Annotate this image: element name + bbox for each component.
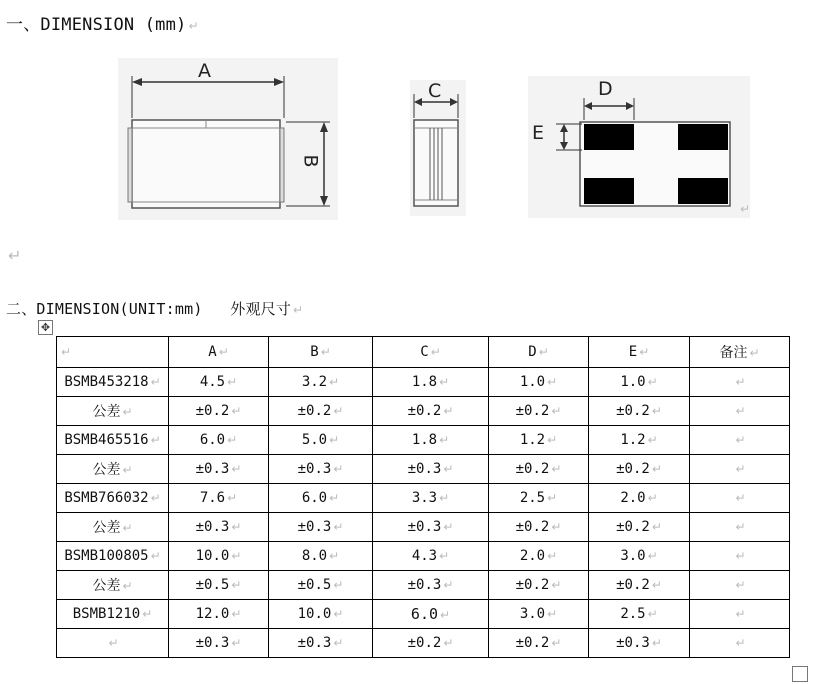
tolerance-label-cell[interactable]: ↵ <box>57 629 169 658</box>
header-cell[interactable]: 备注 ↵ <box>690 337 790 368</box>
table-row <box>57 629 790 658</box>
tolerance-cell[interactable]: ±0.3 ↵ <box>269 513 373 542</box>
header-cell[interactable]: B ↵ <box>269 337 373 368</box>
header-cell[interactable]: ↵ <box>57 337 169 368</box>
table-row <box>57 426 790 455</box>
value-cell[interactable]: 3.0 ↵ <box>489 600 589 629</box>
side-view-diagram <box>410 80 466 216</box>
tolerance-cell[interactable]: ±0.2 ↵ <box>589 571 690 600</box>
header-cell[interactable]: E ↵ <box>589 337 690 368</box>
tolerance-cell[interactable]: ±0.2 ↵ <box>489 513 589 542</box>
table-row <box>57 542 790 571</box>
tolerance-cell[interactable]: ±0.2 ↵ <box>589 397 690 426</box>
tolerance-cell[interactable]: ±0.2 ↵ <box>589 455 690 484</box>
label-a: A <box>198 60 211 82</box>
tolerance-cell[interactable]: ±0.2 ↵ <box>489 455 589 484</box>
tolerance-cell[interactable]: ±0.3 ↵ <box>269 629 373 658</box>
tolerance-cell[interactable]: ±0.2 ↵ <box>269 397 373 426</box>
tolerance-label-cell[interactable]: 公差 ↵ <box>57 455 169 484</box>
value-cell[interactable]: 2.0 ↵ <box>589 484 690 513</box>
tolerance-cell[interactable]: ±0.5 ↵ <box>269 571 373 600</box>
paragraph-mark-icon: ↵ <box>188 19 199 33</box>
table-row <box>57 397 790 426</box>
remark-cell[interactable]: ↵ <box>690 426 790 455</box>
bottom-view-drawing <box>528 76 750 218</box>
header-cell[interactable]: C ↵ <box>373 337 489 368</box>
value-cell[interactable]: 1.0 ↵ <box>589 368 690 397</box>
value-cell[interactable]: 1.8 ↵ <box>373 368 489 397</box>
tolerance-cell[interactable]: ±0.3 ↵ <box>169 513 269 542</box>
tolerance-cell[interactable]: ±0.2 ↵ <box>489 629 589 658</box>
empty-paragraph <box>6 246 21 265</box>
paragraph-mark-icon: ↵ <box>8 246 22 265</box>
value-cell[interactable]: 2.0 ↵ <box>489 542 589 571</box>
value-cell[interactable]: 8.0 ↵ <box>269 542 373 571</box>
value-cell[interactable]: 10.0 ↵ <box>169 542 269 571</box>
value-cell[interactable]: 3.0 ↵ <box>589 542 690 571</box>
value-cell[interactable]: 4.3 ↵ <box>373 542 489 571</box>
value-cell[interactable]: 6.0 ↵ <box>373 600 489 629</box>
tolerance-cell[interactable]: ±0.3 ↵ <box>169 629 269 658</box>
tolerance-cell[interactable]: ±0.3 ↵ <box>169 455 269 484</box>
remark-cell[interactable]: ↵ <box>690 455 790 484</box>
value-cell[interactable]: 1.2 ↵ <box>489 426 589 455</box>
section1-title: 一、DIMENSION (mm) <box>6 15 187 35</box>
table-row <box>57 484 790 513</box>
model-cell[interactable]: BSMB100805 ↵ <box>57 542 169 571</box>
remark-cell[interactable]: ↵ <box>690 397 790 426</box>
model-cell[interactable]: BSMB453218 ↵ <box>57 368 169 397</box>
value-cell[interactable]: 10.0 ↵ <box>269 600 373 629</box>
remark-cell[interactable]: ↵ <box>690 629 790 658</box>
tolerance-cell[interactable]: ±0.2 ↵ <box>169 397 269 426</box>
table-row <box>57 455 790 484</box>
remark-cell[interactable]: ↵ <box>690 368 790 397</box>
value-cell[interactable]: 3.3 ↵ <box>373 484 489 513</box>
tolerance-cell[interactable]: ±0.2 ↵ <box>589 513 690 542</box>
value-cell[interactable]: 12.0 ↵ <box>169 600 269 629</box>
value-cell[interactable]: 1.8 ↵ <box>373 426 489 455</box>
value-cell[interactable]: 2.5 ↵ <box>589 600 690 629</box>
section2-title: 二、DIMENSION(UNIT:mm) 外观尺寸 <box>6 300 292 318</box>
remark-cell[interactable]: ↵ <box>690 513 790 542</box>
tolerance-cell[interactable]: ±0.2 ↵ <box>489 397 589 426</box>
label-e: E <box>532 122 545 144</box>
tolerance-cell[interactable]: ±0.3 ↵ <box>269 455 373 484</box>
table-resize-handle[interactable] <box>792 666 808 682</box>
tolerance-cell[interactable]: ±0.3 ↵ <box>373 571 489 600</box>
tolerance-label-cell[interactable]: 公差 ↵ <box>57 571 169 600</box>
tolerance-cell[interactable]: ±0.2 ↵ <box>373 629 489 658</box>
tolerance-label-cell[interactable]: 公差 ↵ <box>57 397 169 426</box>
table-row <box>57 368 790 397</box>
tolerance-cell[interactable]: ±0.3 ↵ <box>589 629 690 658</box>
header-cell[interactable]: D ↵ <box>489 337 589 368</box>
value-cell[interactable]: 1.0 ↵ <box>489 368 589 397</box>
tolerance-cell[interactable]: ±0.3 ↵ <box>373 455 489 484</box>
tolerance-cell[interactable]: ±0.3 ↵ <box>373 513 489 542</box>
paragraph-mark-icon: ↵ <box>293 303 304 317</box>
value-cell[interactable]: 5.0 ↵ <box>269 426 373 455</box>
table-row <box>57 513 790 542</box>
model-cell[interactable]: BSMB1210 ↵ <box>57 600 169 629</box>
label-c: C <box>428 80 442 102</box>
dimension-table <box>56 336 790 658</box>
remark-cell[interactable]: ↵ <box>690 484 790 513</box>
model-cell[interactable]: BSMB465516 ↵ <box>57 426 169 455</box>
tolerance-cell[interactable]: ±0.2 ↵ <box>489 571 589 600</box>
table-row <box>57 600 790 629</box>
front-view-drawing <box>118 58 338 220</box>
paragraph-mark-icon: ↵ <box>740 202 751 216</box>
table-move-handle-icon[interactable]: ✥ <box>38 320 53 335</box>
remark-cell[interactable]: ↵ <box>690 600 790 629</box>
value-cell[interactable]: 3.2 ↵ <box>269 368 373 397</box>
value-cell[interactable]: 4.5 ↵ <box>169 368 269 397</box>
model-cell[interactable]: BSMB766032 ↵ <box>57 484 169 513</box>
label-b: B <box>299 154 322 168</box>
value-cell[interactable]: 7.6 ↵ <box>169 484 269 513</box>
table-header-row <box>57 337 790 368</box>
remark-cell[interactable]: ↵ <box>690 571 790 600</box>
front-view-diagram <box>118 58 338 220</box>
section1-heading <box>6 10 199 35</box>
label-d: D <box>598 78 613 100</box>
tolerance-cell[interactable]: ±0.2 ↵ <box>373 397 489 426</box>
section2-heading <box>6 298 303 319</box>
table-row <box>57 571 790 600</box>
value-cell[interactable]: 6.0 ↵ <box>269 484 373 513</box>
value-cell[interactable]: 6.0 ↵ <box>169 426 269 455</box>
header-cell[interactable]: A ↵ <box>169 337 269 368</box>
tolerance-label-cell[interactable]: 公差 ↵ <box>57 513 169 542</box>
remark-cell[interactable]: ↵ <box>690 542 790 571</box>
value-cell[interactable]: 2.5 ↵ <box>489 484 589 513</box>
bottom-view-diagram <box>528 76 750 218</box>
tolerance-cell[interactable]: ±0.5 ↵ <box>169 571 269 600</box>
value-cell[interactable]: 1.2 ↵ <box>589 426 690 455</box>
